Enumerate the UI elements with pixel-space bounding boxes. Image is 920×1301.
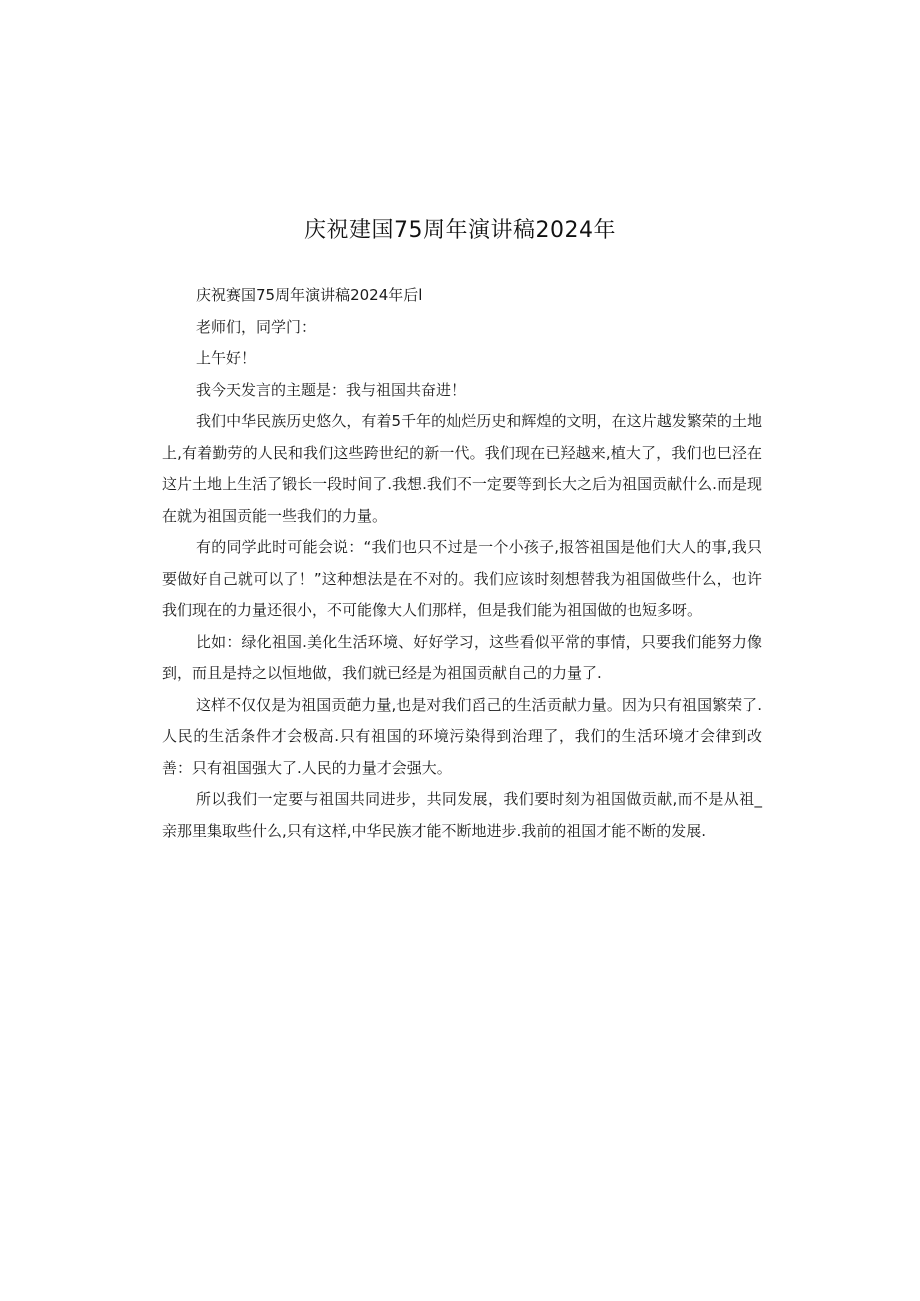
paragraph-theme: 我今天发言的主题是：我与祖国共奋进！ bbox=[196, 380, 467, 399]
document-title: 庆祝建国75周年演讲稿2024年 bbox=[304, 218, 616, 243]
paragraph-salutation: 老师们，同学门： bbox=[196, 317, 317, 336]
paragraph-contribution: 这样不仅仅是为祖国贡葩力量,也是对我们舀己的生活贡献力量。因为只有祖国繁荣了.人民的生活条件才会极高.只有祖国的环境污染得到治理了，我们的生活环境才会律到改善：只有祖国强大了.人民的力量才会强大。 bbox=[162, 695, 762, 777]
paragraph-greeting: 上午好！ bbox=[196, 349, 257, 367]
paragraph-example: 比如：绿化祖国.美化生活环境、好好学习，这些看似平常的事情，只要我们能努力像到，而且是持之以恒地做，我们就已经是为祖国贡献自己的力量了. bbox=[162, 632, 762, 682]
paragraph-classmates: 有的同学此时可能会说：“我们也只不过是一个小孩子,报答祖国是他们大人的事,我只要做好自己就可以了！”这种想法是在不对的。我们应该时刻想替我为祖国做些什么，也许我们现在的力量还很小，不可能像大人们那样，但是我们能为祖国做的也短多呀。 bbox=[162, 538, 762, 619]
document-body bbox=[162, 280, 762, 847]
paragraph-history: 我们中华民族历史悠久，有着5千年的灿烂历史和辉煌的文明，在这片越发繁荣的土地上,有着勤劳的人民和我们这些跨世纪的新一代。我们现在已羟越来,植大了，我们也巳泾在这片土地上生活了锻长一段时间了.我想.我们不一定要等到长大之后为祖国贡献什么.而是现在就为祖国贡能一些我们的力量。 bbox=[162, 412, 762, 525]
paragraph-conclusion: 所以我们一定要与祖国共同进步，共同发展，我们要时刻为祖国做贡献,而不是从祖_亲那里集取些什么,只有这样,中华民族才能不断地进步.我前的祖国才能不断的发展. bbox=[162, 790, 762, 840]
paragraph-heading-line: 庆祝赛国75周年演讲稿2024年后l bbox=[196, 286, 423, 304]
